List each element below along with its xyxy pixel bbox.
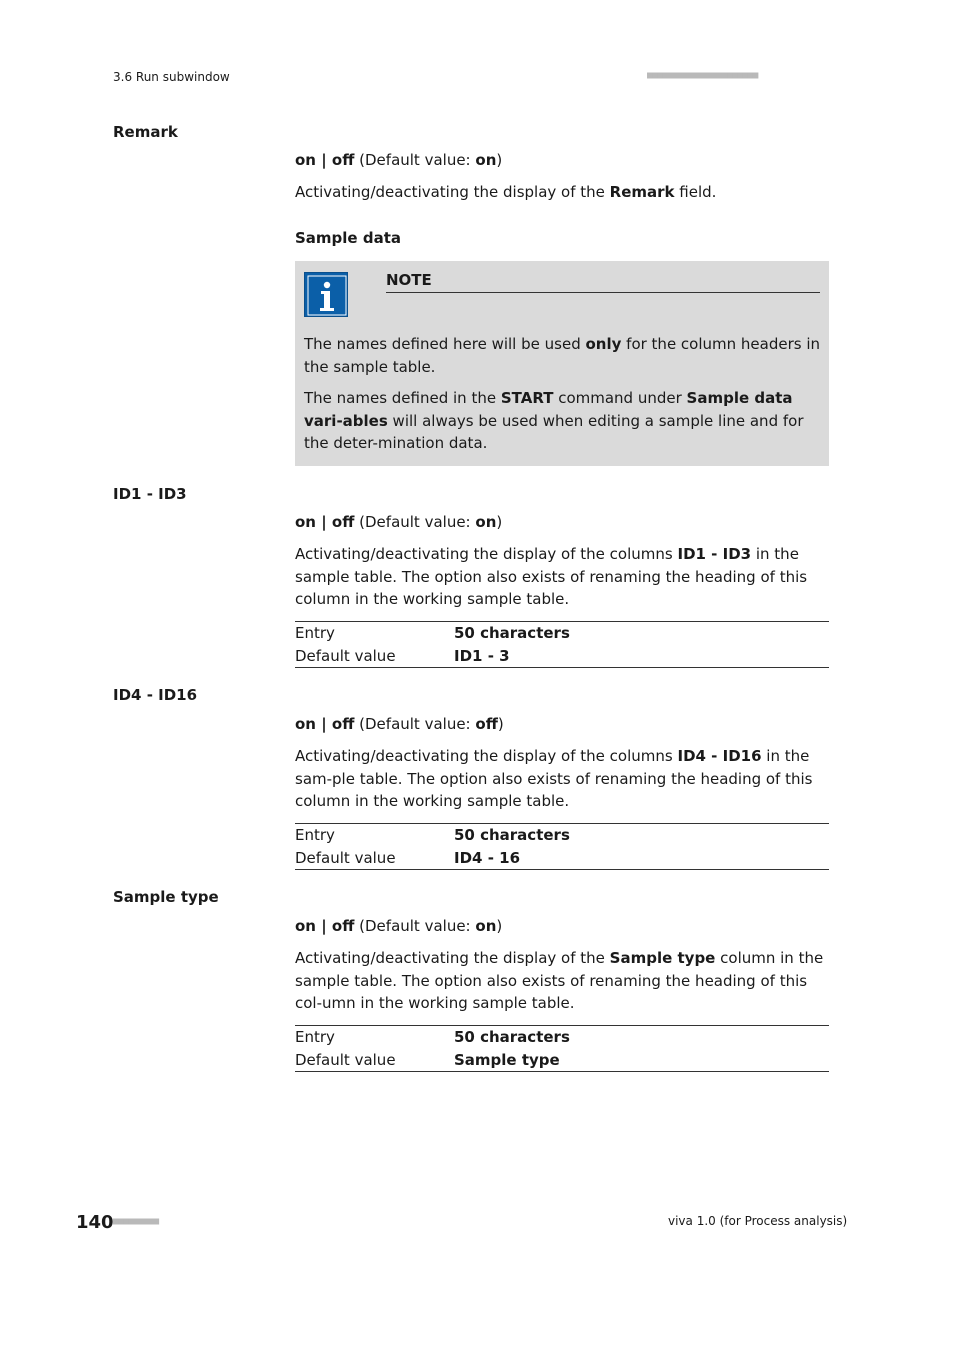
- table-row: Default value ID4 - 16: [295, 848, 521, 867]
- note-paragraph-2: The names defined in the START command under Sample data vari-ables will always be used when editing a sample line and for the deter-mination data.: [304, 389, 804, 452]
- sample-data-heading: Sample data: [295, 229, 401, 247]
- info-icon: [304, 272, 348, 317]
- remark-description: Activating/deactivating the display of the Remark field.: [295, 183, 717, 201]
- table-row: Default value Sample type: [295, 1050, 560, 1069]
- id1-onoff: on | off (Default value: on): [295, 513, 503, 531]
- table-row: Entry 50 characters: [295, 826, 570, 844]
- note-paragraph-1: The names defined here will be used only for the column headers in the sample table.: [304, 335, 821, 376]
- id4-description: Activating/deactivating the display of the columns ID4 - ID16 in the sam-ple table. The option also exists of renaming the heading of this column in the working sample table.: [295, 747, 813, 810]
- id4-parameter-table: [295, 823, 829, 870]
- id1-description: Activating/deactivating the display of the columns ID1 - ID3 in the sample table. The option also exists of renaming the heading of this column in the working sample table.: [295, 545, 808, 608]
- term-remark: Remark: [113, 123, 178, 141]
- note-divider: [386, 292, 820, 293]
- term-id4-id16: ID4 - ID16: [113, 686, 198, 704]
- table-row: Entry 50 characters: [295, 624, 570, 642]
- term-sample-type: Sample type: [113, 888, 219, 906]
- sample-type-parameter-table: [295, 1025, 829, 1072]
- note-title: NOTE: [386, 271, 432, 289]
- term-id1-id3: ID1 - ID3: [113, 485, 187, 503]
- sample-type-description: Activating/deactivating the display of the Sample type column in the sample table. The option also exists of renaming the heading of this col-umn in the working sample table.: [295, 949, 824, 1012]
- page-number: 140: [76, 1212, 114, 1233]
- table-row: Default value ID1 - 3: [295, 646, 510, 665]
- table-row: Entry 50 characters: [295, 1028, 570, 1046]
- remark-onoff: on | off (Default value: on): [295, 151, 503, 169]
- running-header-dots: ■■■■■■■■■■■■■■■■■■■■■■: [647, 70, 758, 81]
- sample-type-onoff: on | off (Default value: on): [295, 917, 503, 935]
- note-box: [295, 261, 829, 466]
- id4-onoff: on | off (Default value: off): [295, 715, 504, 733]
- running-header-section: 3.6 Run subwindow: [113, 70, 230, 84]
- id1-parameter-table: [295, 621, 829, 668]
- footer-dots: ■■■■■■■■■: [113, 1216, 159, 1227]
- footer-product: viva 1.0 (for Process analysis): [668, 1214, 848, 1228]
